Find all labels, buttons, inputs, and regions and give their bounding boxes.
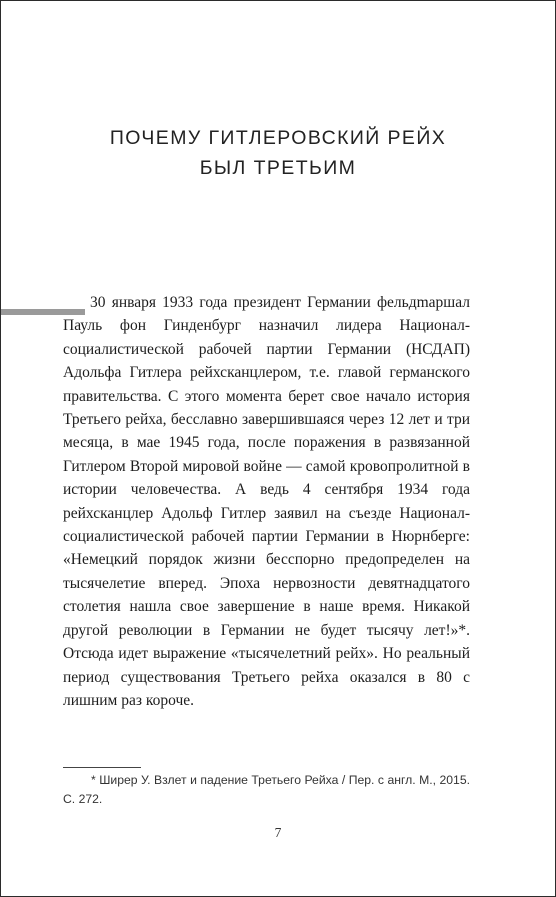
chapter-title-line-1: ПОЧЕМУ ГИТЛЕРОВСКИЙ РЕЙХ xyxy=(109,127,447,149)
footnote: * Ширер У. Взлет и падение Третьего Рейха / Пер. с англ. М., 2015. С. 272. xyxy=(63,773,470,806)
footnote-divider xyxy=(63,767,141,768)
chapter-title-line-2: БЫЛ ТРЕТЬИМ xyxy=(199,157,357,179)
body-paragraph: 30 января 1933 года президент Германии фельдmаршал Пауль фон Гинденбург назначил лидера Национал-социалистической рабочей партии Германии (НСДАП) Адольфа Гитлера рейхсканцлером, т.е. главой германского правительства. С этого момента берет свое начало история Третьего рейха, бесславно завершившаяся через 12 лет и три месяца, в мае 1945 года, после поражения в развязанной Гитлером Второй мировой войне — самой кровопролитной в истории человечества. А ведь 4 сентября 1934 года рейхсканцлер Адольф Гитлер заявил на съезде Национал-социалистической рабочей партии Германии в Нюрнберге: «Немецкий порядок жизни бесспорно предопределен на тысячелетие вперед. Эпоха нервозности девятнадцатого столетия нашла свое завершение в наше время. Никакой другой революции в Германии не будет тысячу лет!»*. Отсюда идет выражение «тысячелетний рейх». Но реальный период существования Третьего рейха оказался в 80 с лишним раз короче. xyxy=(63,294,470,709)
page-number: 7 xyxy=(274,825,282,840)
chapter-title xyxy=(1,123,555,183)
